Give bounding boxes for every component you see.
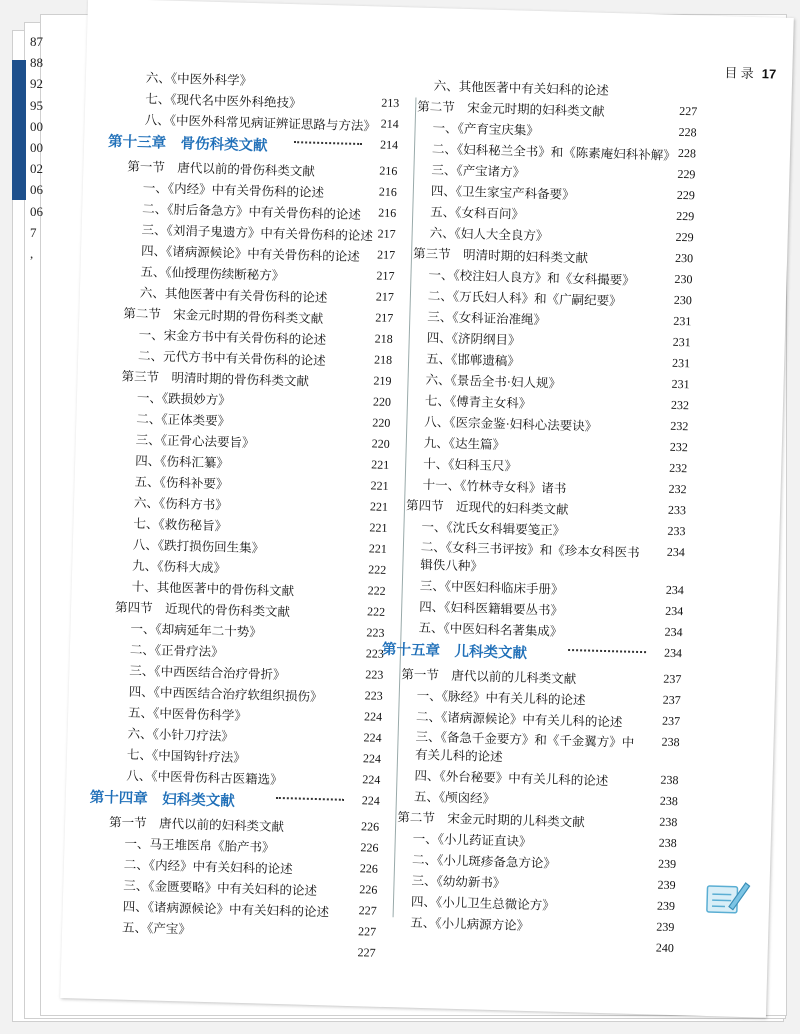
toc-page-number: 232: [668, 481, 687, 497]
toc-entry-title: 三、《备急千金要方》和《千金翼方》中有关儿科的论述: [414, 729, 635, 765]
toc-entry-title: 三、《正骨心法要旨》: [135, 432, 255, 451]
edge-number: 7: [30, 224, 37, 240]
toc-entry-title: 二、《正骨疗法》: [129, 642, 224, 660]
toc-entry-title: 六、《景岳全书·妇人规》: [425, 372, 562, 391]
toc-entry-title: 一、《却病延年二十势》: [130, 621, 262, 640]
toc-entry-title: 八、《中医外科常见病证辨证思路与方法》: [144, 112, 377, 134]
toc-entry-title: 七、《傅青主女科》: [424, 393, 532, 411]
toc-entry-title: 六、《妇人大全良方》: [429, 225, 549, 244]
toc-page-number: 220: [371, 436, 390, 451]
toc-entry-title: 五、《小儿病源方论》: [410, 915, 530, 934]
toc-page-number: 229: [675, 229, 694, 245]
toc-entry-title: 四、《卫生家宝产科备要》: [430, 183, 575, 202]
chapter-dot-leader: [276, 796, 344, 801]
toc-page-number: 227: [357, 945, 376, 960]
toc-page-number: 223: [364, 688, 383, 703]
toc-page-number: 217: [376, 268, 395, 283]
toc-page-number: 221: [370, 457, 390, 472]
toc-page-number: 238: [661, 734, 680, 750]
toc-page-number: 224: [361, 793, 381, 808]
toc-entry-title: 五、《中医妇科名著集成》: [418, 620, 563, 639]
toc-entry-title: 二、《肘后备急方》中有关骨伤科的论述: [142, 201, 362, 223]
toc-page-number: 224: [363, 709, 383, 724]
header-title: 目 录: [724, 65, 755, 81]
toc-page-number: 230: [674, 250, 694, 266]
toc-entry-title: 第二节 宋金元时期的儿科类文献: [397, 810, 585, 830]
edge-number: 87: [30, 34, 43, 49]
edge-number: 92: [30, 76, 43, 92]
toc-entry-title: 一、《校注妇人良方》和《女科撮要》: [428, 267, 635, 288]
toc-page-number: 221: [368, 541, 388, 556]
page-header: [724, 62, 776, 82]
toc-entry-title: 三、《幼幼新书》: [411, 873, 506, 891]
toc-entry-title: 二、《正体类要》: [136, 411, 231, 429]
toc-page-number: 234: [665, 582, 685, 598]
toc-page-number: 222: [368, 562, 387, 577]
toc-entry-title: 第一节 唐代以前的骨伤科类文献: [127, 159, 316, 179]
toc-entry-title: 第一节 唐代以前的妇科类文献: [108, 815, 285, 835]
toc-entry-title: 第二节 宋金元时期的妇科类文献: [417, 99, 605, 119]
toc-page-number: 224: [362, 772, 381, 787]
toc-page-number: 226: [359, 861, 379, 876]
toc-page-number: 216: [378, 184, 398, 200]
toc-page-number: 217: [375, 289, 395, 304]
chapter-dot-leader: [568, 648, 646, 653]
toc-entry-title: 二、《小儿斑疹备急方论》: [411, 852, 557, 871]
toc-page-number: 227: [678, 103, 698, 119]
toc-page-number: 234: [663, 645, 683, 661]
edge-number: 00: [30, 118, 43, 134]
toc-entry-title: 六、其他医著中有关骨伤科的论述: [139, 285, 328, 306]
toc-page-number: 222: [367, 583, 386, 598]
toc-page-number: 219: [373, 373, 392, 388]
toc-entry-title: 一、《跌损妙方》: [136, 390, 231, 408]
toc-entry-title: 五、《中医骨伤科学》: [127, 705, 248, 724]
toc-entry-title: 二、《女科三书评按》和《珍本女科医书辑佚八种》: [420, 539, 640, 574]
toc-entry-title: 一、《产育宝庆集》: [432, 121, 540, 138]
toc-page-number: 226: [359, 882, 378, 897]
toc-entry-title: 五、《女科百问》: [430, 204, 525, 222]
toc-entry-title: 五、《邯郸遗稿》: [425, 351, 521, 369]
toc-page-number: 220: [372, 394, 392, 409]
toc-page-number: 238: [659, 814, 678, 830]
toc-entry-title: 三、《中医妇科临床手册》: [419, 578, 564, 597]
toc-entry-title: 第二节 宋金元时期的骨伤科类文献: [123, 306, 324, 327]
toc-page-number: 222: [366, 604, 386, 619]
toc-page-number: 218: [374, 331, 393, 346]
toc-page-number: 238: [658, 835, 677, 851]
edge-number: ,: [30, 245, 34, 261]
toc-page-number: 233: [667, 502, 687, 518]
toc-entry-title: 八、《跌打损伤回生集》: [132, 537, 265, 556]
toc-page-number: 226: [360, 819, 380, 834]
edge-number: 06: [30, 203, 43, 219]
toc-entry-title: 十、其他医著中的骨伤科文献: [131, 579, 295, 599]
toc-entry-title: 一、《脉经》中有关儿科的论述: [416, 688, 586, 708]
toc-page-number: 231: [671, 376, 690, 392]
toc-page-number: 238: [659, 793, 679, 809]
toc-entry-title: 八、《中医骨伤科古医籍选》: [126, 768, 283, 788]
toc-page-number: 229: [677, 166, 696, 182]
toc-entry-title: 六、《中医外科学》: [145, 70, 253, 88]
toc-page-number: 224: [362, 751, 382, 766]
toc-entry-title: 三、《金匮要略》中有关妇科的论述: [123, 878, 318, 899]
toc-entry-title: 二、元代方书中有关骨伤科的论述: [137, 348, 326, 369]
toc-entry-title: 第三节 明清时期的妇科类文献: [412, 246, 589, 266]
edge-number: 95: [30, 97, 43, 113]
toc-page-number: 238: [660, 772, 679, 788]
toc-entry-title: 五、《伤科补要》: [134, 474, 229, 492]
toc-entry-title: 第四节 近现代的骨伤科类文献: [114, 600, 291, 620]
toc-page-number: 216: [378, 205, 397, 221]
toc-page-number: 232: [670, 418, 689, 434]
toc-entry-title: 第一节 唐代以前的儿科类文献: [401, 667, 577, 687]
toc-page-number: 226: [360, 840, 379, 855]
toc-entry-title: 二、《万氏妇人科》和《广嗣纪要》: [427, 288, 622, 309]
toc-page-number: 231: [673, 313, 692, 329]
toc-page: [60, 0, 794, 1018]
toc-page-number: 223: [366, 625, 385, 640]
toc-entry-title: 五、《仙授理伤续断秘方》: [140, 264, 285, 283]
toc-entry-title: 九、《达生篇》: [423, 435, 506, 453]
toc-entry-title: 二、《诸病源候论》中有关儿科的论述: [415, 709, 623, 730]
toc-entry-title: 三、《刘涓子鬼遗方》中有关骨伤科的论述: [141, 222, 374, 244]
notepad-pencil-icon: [703, 876, 752, 917]
toc-page-number: 237: [663, 671, 682, 687]
toc-entry-title: 六、《伤科方书》: [133, 495, 228, 513]
chapter-dot-leader: [294, 140, 362, 145]
toc-page-number: 214: [379, 137, 399, 153]
header-page-number: 17: [761, 66, 777, 82]
toc-entry-title: 七、《救伤秘旨》: [133, 516, 228, 534]
toc-page-number: 232: [670, 397, 690, 413]
toc-page-number: 223: [365, 646, 385, 661]
toc-page-number: 216: [379, 163, 398, 179]
edge-number: 06: [30, 182, 43, 198]
toc-page-number: 217: [376, 247, 396, 263]
toc-entry-title: 二、《内经》中有关妇科的论述: [123, 857, 293, 877]
toc-entry-title: 三、《中西医结合治疗骨折》: [129, 663, 286, 683]
toc-entry-title: 十、《妇科玉尺》: [423, 456, 518, 474]
toc-entry-title: 四、《中西医结合治疗软组织损伤》: [128, 684, 323, 705]
toc-entry-title: 三、《产宝诸方》: [431, 162, 526, 180]
toc-page-number: 229: [676, 187, 696, 203]
toc-entry-title: 第四节 近现代的妇科类文献: [405, 498, 569, 517]
toc-entry-title: 一、宋金方书中有关骨伤科的论述: [138, 327, 327, 348]
toc-page-number: 234: [664, 624, 683, 640]
toc-page-number: 237: [661, 713, 681, 729]
toc-entry-title: 六、《小针刀疗法》: [127, 726, 235, 744]
toc-page-number: 220: [372, 415, 391, 430]
toc-entry-title: 四、《济阴纲目》: [426, 330, 521, 348]
edge-number: 02: [30, 161, 43, 177]
toc-entry-title: 五、《产宝》: [121, 920, 192, 937]
toc-entry-title: 第十三章 骨伤科类文献: [107, 133, 268, 155]
toc-entry-title: 四、《小儿卫生总微论方》: [410, 894, 555, 913]
blue-edge-band: [12, 60, 26, 200]
toc-page-number: 214: [380, 116, 399, 132]
toc-page-number: 218: [373, 352, 393, 367]
toc-page-number: 237: [662, 692, 681, 708]
toc-page-number: 234: [665, 603, 684, 619]
toc-entry-title: 一、《小儿药证直诀》: [412, 831, 532, 850]
toc-page-number: 217: [375, 310, 394, 325]
toc-entry-title: 四、《诸病源候论》中有关骨伤科的论述: [140, 243, 360, 265]
toc-entry-title: 八、《医宗金鉴·妇科心法要诀》: [424, 414, 598, 434]
toc-entry-title: 四、《外台秘要》中有关儿科的论述: [414, 768, 609, 789]
edge-number: 88: [30, 55, 43, 71]
toc-entry-title: 一、马王堆医帛《胎产书》: [124, 836, 275, 855]
toc-page-number: 232: [669, 460, 688, 476]
toc-page-number: 213: [381, 95, 400, 111]
toc-entry-title: 一、《沈氏女科辑要笺正》: [421, 519, 566, 538]
toc-entry-title: 七、《中国钩针疗法》: [126, 747, 246, 766]
toc-page-number: 232: [669, 439, 688, 455]
toc-entry-title: 七、《现代名中医外科绝技》: [145, 91, 302, 111]
toc-entry-title: 二、《妇科秘兰全书》和《陈素庵妇科补解》: [431, 142, 676, 163]
toc-entry-title: 一、《内经》中有关骨伤科的论述: [142, 180, 325, 200]
toc-entry-title: 五、《颅囟经》: [413, 789, 496, 807]
toc-page-number: 240: [655, 940, 675, 956]
toc-entry-title: 四、《伤科汇纂》: [135, 453, 230, 471]
toc-entry-title: 十一、《竹林寺女科》诸书: [422, 477, 567, 496]
toc-entry-title: 第十五章 儿科类文献: [381, 641, 528, 662]
toc-page-number: 223: [365, 667, 384, 682]
toc-page-number: 217: [377, 226, 396, 242]
toc-page-number: 239: [657, 856, 677, 872]
toc-page-number: 231: [672, 334, 691, 350]
edge-number: 00: [30, 139, 43, 155]
toc-page-number: 230: [674, 271, 693, 287]
toc-entry-title: 第十四章 妇科类文献: [89, 789, 235, 810]
toc-page-number: 221: [370, 478, 389, 493]
toc-entry-title: 六、其他医著中有关妇科的论述: [433, 79, 609, 98]
toc-page-number: 227: [358, 903, 377, 918]
toc-page-number: 230: [673, 292, 693, 308]
toc-page-number: 239: [656, 898, 676, 914]
toc-entry-title: 三、《女科证治准绳》: [427, 309, 547, 328]
back-page-edge-numbers: [30, 34, 70, 267]
toc-page-number: 228: [677, 145, 697, 161]
toc-entry-title: 九、《伤科大成》: [132, 558, 227, 576]
toc-page-number: 227: [357, 924, 377, 939]
toc-page-number: 234: [666, 544, 686, 560]
toc-left-column: [85, 65, 400, 965]
toc-page-number: 221: [369, 520, 388, 535]
toc-page-number: 221: [369, 499, 389, 514]
toc-page-number: 233: [667, 523, 686, 539]
toc-page-number: 228: [678, 124, 697, 140]
toc-page-number: 229: [676, 208, 695, 224]
toc-entry-title: 四、《诸病源候论》中有关妇科的论述: [122, 899, 330, 920]
toc-entry-title: 四、《妇科医籍辑要丛书》: [419, 599, 564, 618]
toc-entry-title: 第三节 明清时期的骨伤科类文献: [121, 369, 310, 389]
toc-page-number: 239: [656, 919, 675, 935]
toc-page-number: 224: [363, 730, 382, 745]
toc-page-number: 231: [671, 355, 691, 371]
toc-page-number: 239: [657, 877, 676, 893]
